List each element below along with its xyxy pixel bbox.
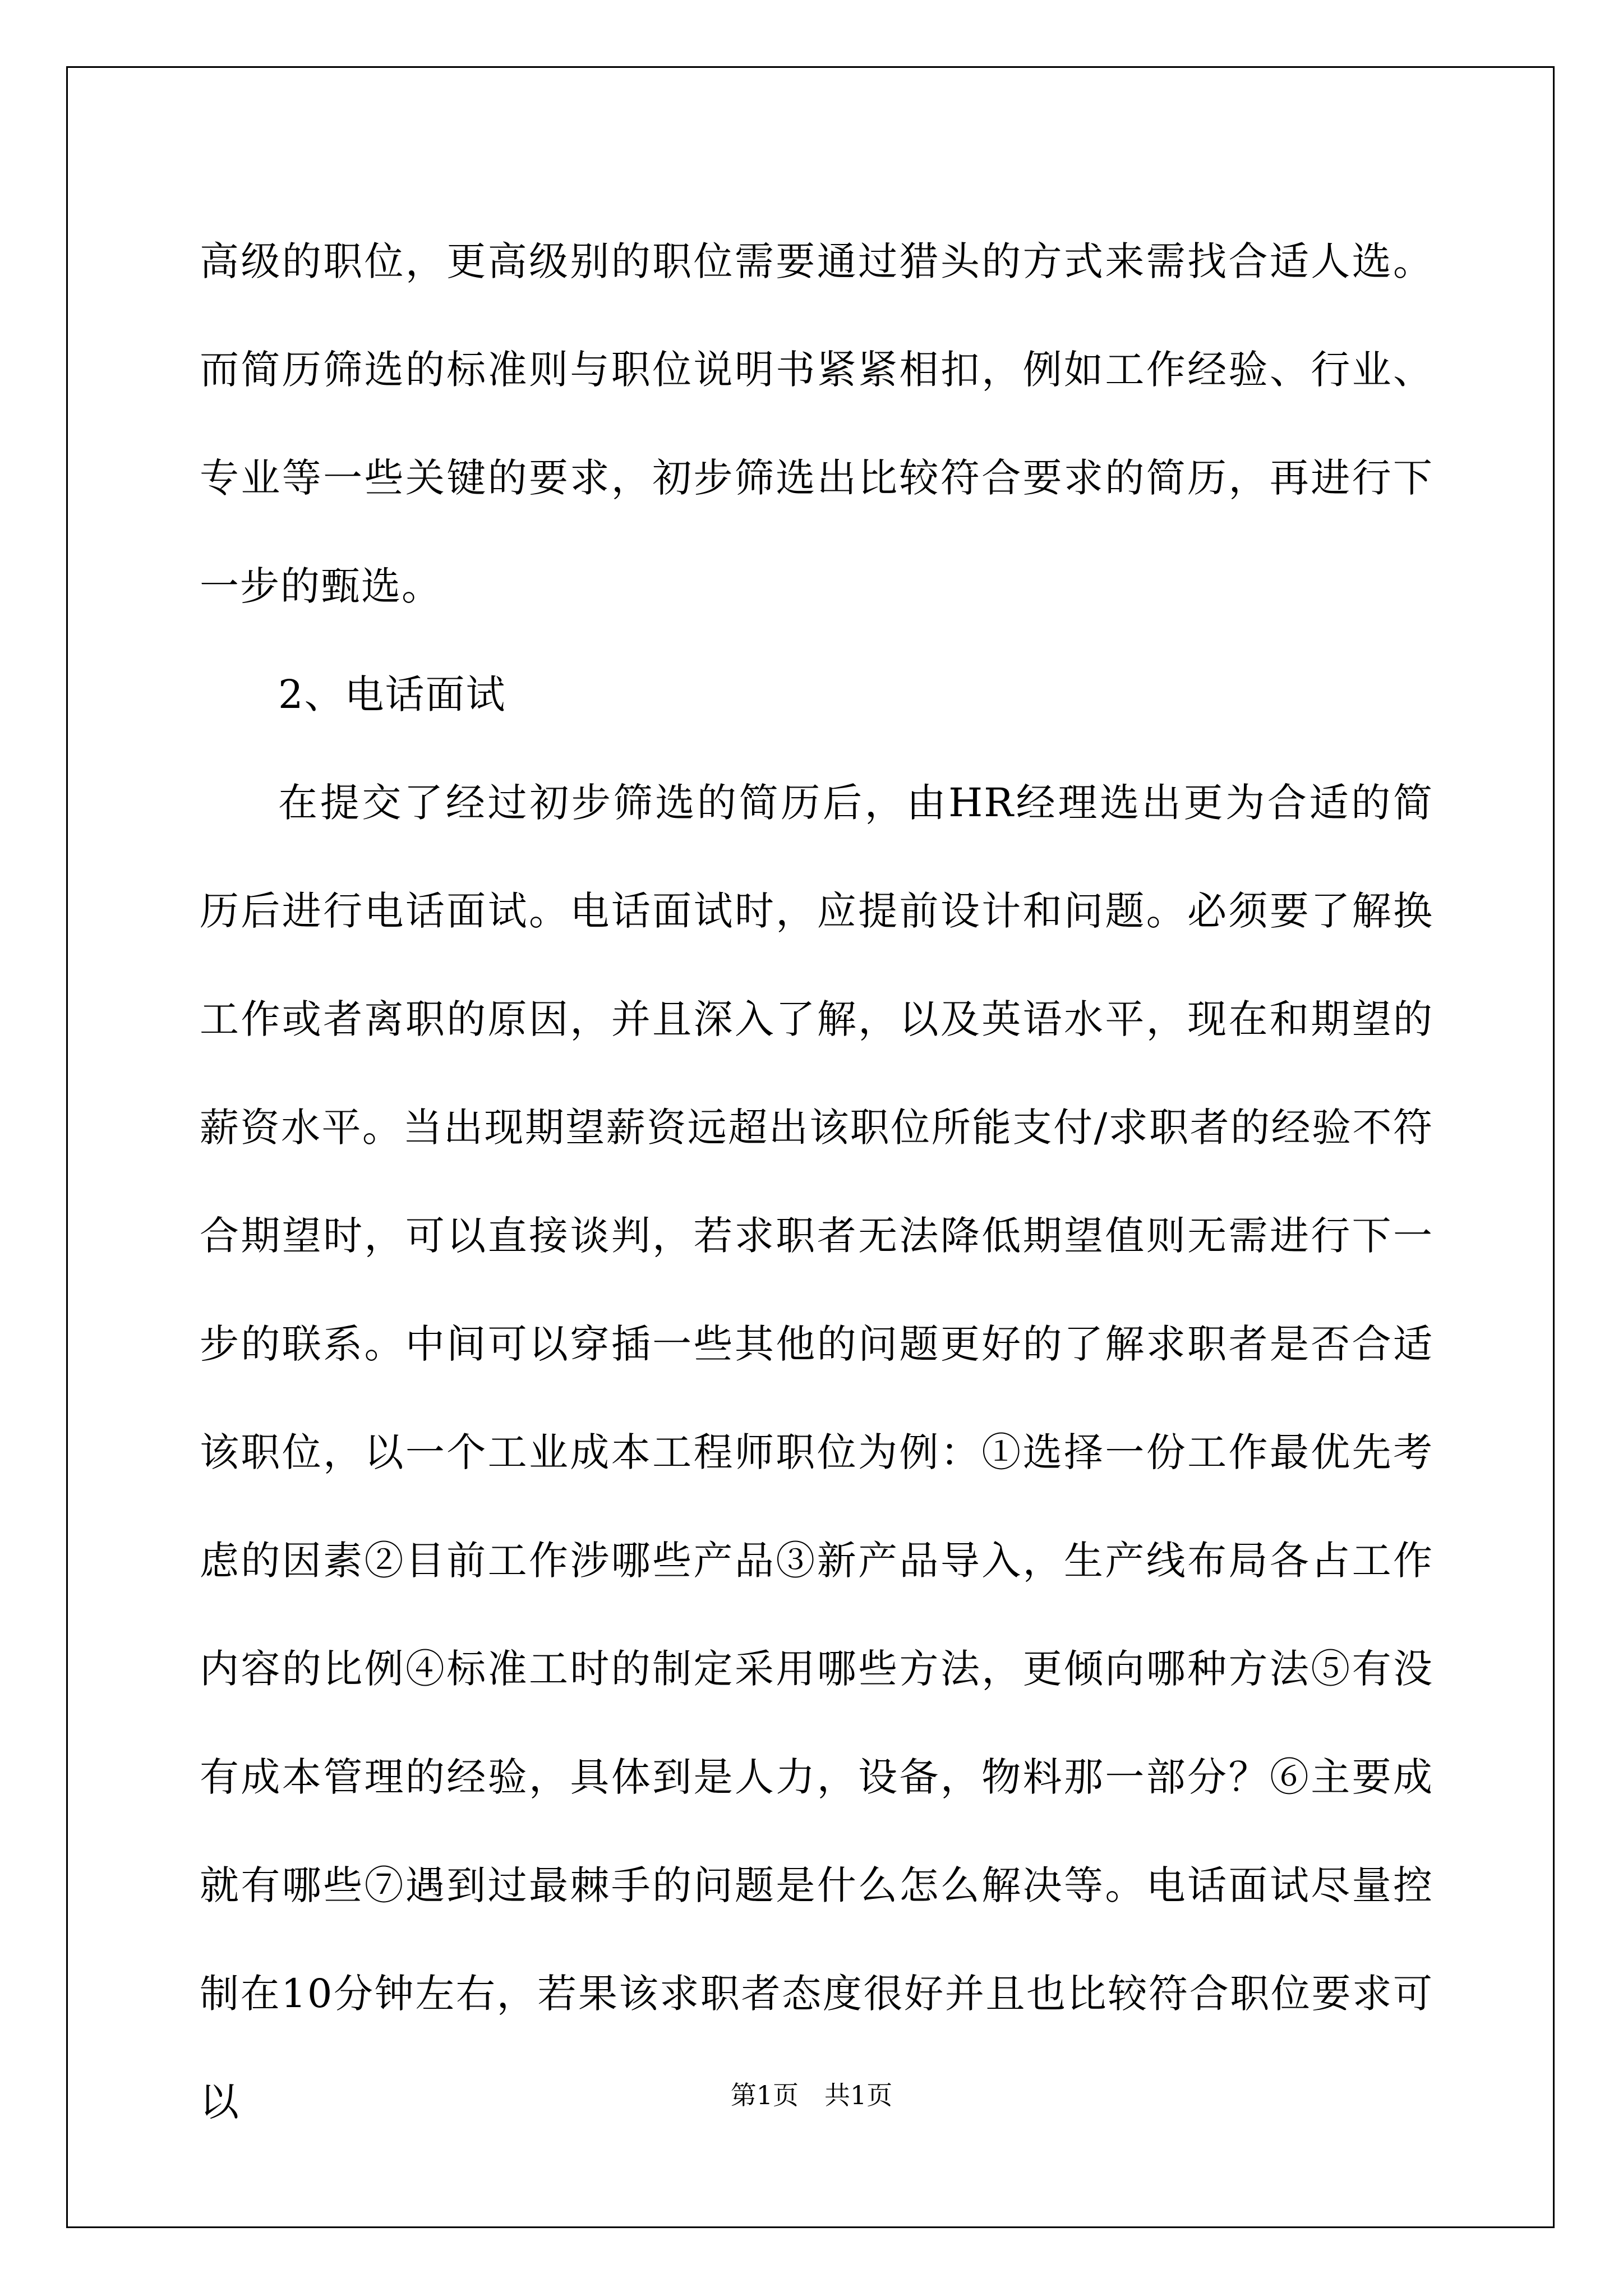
- paragraph-phone-interview: 在提交了经过初步筛选的简历后，由HR经理选出更为合适的简历后进行电话面试。电话面试时，应提前设计和问题。必须要了解换工作或者离职的原因，并且深入了解，以及英语水平，现在和期望的薪资水平。当出现期望薪资远超出该职位所能支付/求职者的经验不符合期望时，可以直接谈判，若求职者无法降低期望值则无需进行下一步的联系。中间可以穿插一些其他的问题更好的了解求职者是否合适该职位，以一个工业成本工程师职位为例：①选择一份工作最优先考虑的因素②目前工作涉哪些产品③新产品导入，生产线布局各占工作内容的比例④标准工时的制定采用哪些方法，更倾向哪种方法⑤有没有成本管理的经验，具体到是人力，设备，物料那一部分？⑥主要成就有哪些⑦遇到过最棘手的问题是什么怎么解决等。电话面试尽量控制在10分钟左右，若果该求职者态度很好并且也比较符合职位要求可以: [200, 780, 1433, 2125]
- section-heading-phone-interview: 2、电话面试: [278, 671, 506, 717]
- page-footer: [0, 2078, 1623, 2112]
- page-total: 共1页: [824, 2080, 893, 2110]
- document-body: [200, 208, 1433, 2156]
- paragraph-screening: 高级的职位，更高级别的职位需要通过猎头的方式来需找合适人选。而简历筛选的标准则与职位说明书紧紧相扣，例如工作经验、行业、专业等一些关键的要求，初步筛选出比较符合要求的简历，再进行下一步的甄选。: [200, 238, 1433, 609]
- page-number: 第1页: [730, 2080, 799, 2110]
